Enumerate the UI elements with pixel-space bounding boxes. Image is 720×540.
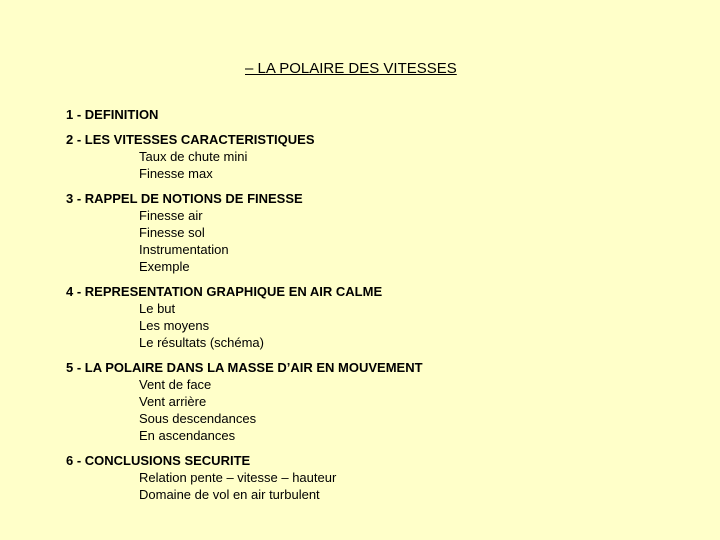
- list-item: Les moyens: [139, 318, 210, 333]
- list-item: Le but: [139, 301, 176, 316]
- list-item: Finesse sol: [139, 225, 205, 240]
- list-item: Taux de chute mini: [139, 149, 248, 164]
- section-heading: 2 - LES VITESSES CARACTERISTIQUES: [66, 132, 315, 147]
- list-item: Finesse air: [139, 208, 203, 223]
- sub-list: [66, 207, 686, 275]
- list-item: Domaine de vol en air turbulent: [139, 487, 320, 502]
- section-vitesses-caracteristiques: [66, 131, 686, 182]
- sub-list: [66, 469, 686, 503]
- section-heading: 5 - LA POLAIRE DANS LA MASSE D’AIR EN MOUVEMENT: [66, 360, 423, 375]
- list-item: Relation pente – vitesse – hauteur: [139, 470, 337, 485]
- sub-list: [66, 376, 686, 444]
- section-heading: 4 - REPRESENTATION GRAPHIQUE EN AIR CALME: [66, 284, 383, 299]
- section-heading: 3 - RAPPEL DE NOTIONS DE FINESSE: [66, 191, 303, 206]
- list-item: En ascendances: [139, 428, 236, 443]
- outline: [66, 106, 686, 511]
- list-item: Sous descendances: [139, 411, 257, 426]
- list-item: Vent de face: [139, 377, 212, 392]
- section-definition: [66, 106, 686, 123]
- list-item: Le résultats (schéma): [139, 335, 264, 350]
- section-notions-finesse: [66, 190, 686, 275]
- section-masse-air-mouvement: [66, 359, 686, 444]
- list-item: Exemple: [139, 259, 190, 274]
- section-representation-graphique: [66, 283, 686, 351]
- sub-list: [66, 300, 686, 351]
- section-heading: 1 - DEFINITION: [66, 107, 159, 122]
- slide-title: – LA POLAIRE DES VITESSES: [245, 60, 457, 77]
- list-item: Vent arrière: [139, 394, 207, 409]
- section-conclusions-securite: [66, 452, 686, 503]
- sub-list: [66, 148, 686, 182]
- list-item: Finesse max: [139, 166, 213, 181]
- section-heading: 6 - CONCLUSIONS SECURITE: [66, 453, 251, 468]
- list-item: Instrumentation: [139, 242, 229, 257]
